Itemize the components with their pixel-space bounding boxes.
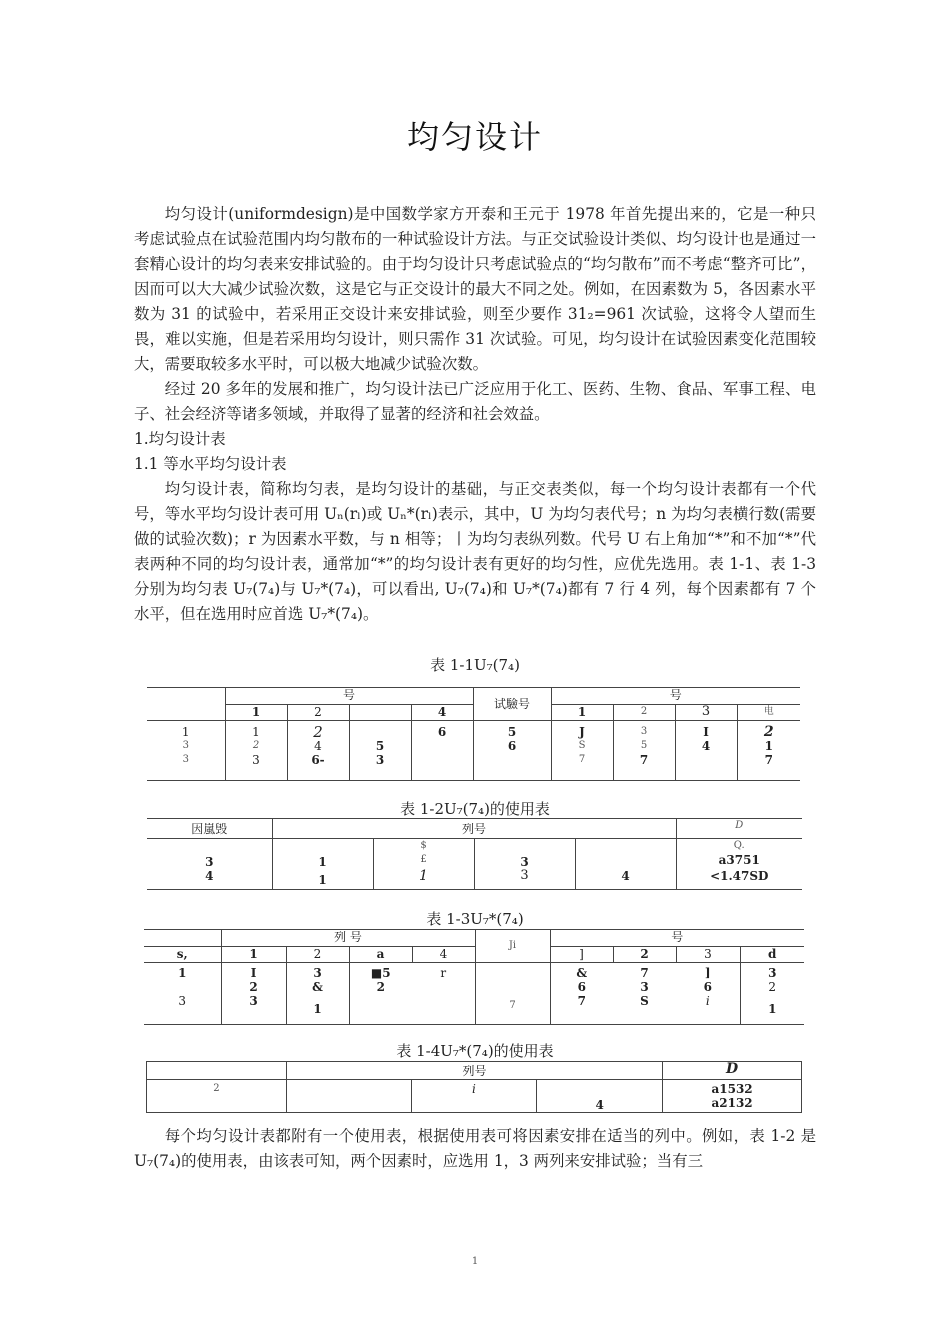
table3-rcol-2: 2 xyxy=(613,947,676,963)
table1-value: 5 xyxy=(375,739,385,753)
table1-value: J xyxy=(579,725,585,739)
table3-value: ■5 xyxy=(370,966,391,980)
table1-cell-c2 xyxy=(287,721,349,781)
page-number: 1 xyxy=(471,1256,479,1267)
table1-right-group: 号 xyxy=(551,688,800,705)
table3-cell-r4 xyxy=(740,963,804,1025)
table4-d-header: D xyxy=(663,1062,802,1080)
table1-value: I xyxy=(703,725,709,739)
paragraph-table-description: 均匀设计表，简称均匀表，是均匀设计的基础，与正交表类似，每一个均匀设计表都有一个代号，等水平均匀设计表可用 Uₙ(rₗ)或 Uₙ*(rₗ)表示，其中，U 为均匀表代号；n 为均匀表横行数(需要做的试验次数)；r 为因素水平数，与 n 相等；丨为均匀表纵列数。代号 U 右上角加“*”和不加“*”代表两种不同的均匀设计表，通常加“*”的均匀设计表有更好的均匀性，应优先选用。表 1-1、表 1-3 分别为均匀表 U₇(7₄)与 U₇*(7₄)，可以看出, U₇(7₄)和 U₇*(7₄)都有 7 行 4 列，每个因素都有 7 个水平，但在选用时应首选 U₇*(7₄)。 xyxy=(134,480,816,623)
table3-row-numbers xyxy=(144,963,221,1025)
table2-value: 1 xyxy=(272,839,373,870)
table2-caption: 表 1-2U₇(7₄)的使用表 xyxy=(400,800,550,818)
table3-rcol-1: ] xyxy=(550,947,613,963)
outro-section xyxy=(134,1124,816,1174)
table3-value: 1 xyxy=(313,1002,322,1016)
table3-value: 7 xyxy=(577,994,586,1008)
table3-cell-mid: 7 xyxy=(475,963,550,1025)
table3-value: 3 xyxy=(640,980,649,994)
table1-cell-r4 xyxy=(737,721,800,781)
table4-cols-header: 列号 xyxy=(286,1062,662,1080)
table1-row-num: 1 xyxy=(181,725,190,739)
table3-value: I xyxy=(250,966,257,980)
table1-row-num: 3 xyxy=(182,740,189,751)
table3-col-2: 2 xyxy=(286,947,349,963)
table3-value: 1 xyxy=(768,1002,777,1016)
table2-value: 1 xyxy=(272,869,373,889)
table3-left-group: 列 号 xyxy=(221,930,475,947)
table1-value: 5 xyxy=(507,725,517,739)
table2-symbol: Q. xyxy=(733,840,745,851)
table3-value: 7 xyxy=(640,966,649,980)
table2-factor-4: 4 xyxy=(147,869,272,889)
table3-value: 2 xyxy=(376,980,385,994)
table1-cell-r1 xyxy=(551,721,613,781)
table3-cell-r2 xyxy=(613,963,676,1025)
table3-value: 3 xyxy=(768,966,777,980)
table1-value: 6 xyxy=(507,739,517,753)
table2-symbol: $ xyxy=(420,840,427,851)
table2-d-cell xyxy=(676,839,802,870)
table1-left-group: 号 xyxy=(225,688,473,705)
table3-cell-c2 xyxy=(286,963,349,1025)
table1-value: 2 xyxy=(313,723,323,741)
table3-cell-r3 xyxy=(676,963,740,1025)
table3-value: & xyxy=(576,966,588,980)
table2-factor-header: 因嵐毁 xyxy=(147,819,272,839)
table2-value xyxy=(373,839,474,870)
table3-value: & xyxy=(312,980,323,994)
table3-col-4: 4 xyxy=(412,947,475,963)
table1-value: 4 xyxy=(314,739,322,753)
table1-value: 7 xyxy=(578,754,586,765)
table3-rcol-3: 3 xyxy=(676,947,740,963)
paragraph-intro: 均匀设计(uniformdesign)是中国数学家方开泰和王元于 1978 年首先提出来的，它是一种只考虑试验点在试验范围内均匀散布的一种试验设计方法。与正交试验设计类似、均匀设计也是通过一套精心设计的均匀表来安排试验的。由于均匀设计只考虑试验点的“均匀散布”而不考虑“整齐可比”，因而可以大大减少试验次数，这是它与正交设计的最大不同之处。例如，在因素数为 5，各因素水平数为 31 的试验中，若采用正交设计来安排试验，则至少要作 31₂=961 次试验，这将令人望而生畏，难以实施，但是若采用均匀设计，则只需作 31 次试验。可见，均匀设计在试验因素变化范围较大，需要取较多水平时，可以极大地减少试验次数。 xyxy=(134,205,816,373)
table1-col-3 xyxy=(349,705,411,721)
table2-cols-header: 列号 xyxy=(272,819,676,839)
table3-row-num: 1 xyxy=(178,966,187,980)
table3-value: S xyxy=(640,994,649,1008)
table3-col-3: a xyxy=(349,947,412,963)
table3-value: 3 xyxy=(313,966,322,980)
table1-col-4: 4 xyxy=(411,705,473,721)
table3-mid-header: Ji xyxy=(475,930,550,963)
table3-value: 2 xyxy=(768,980,777,994)
table1-cell-c4: 6 xyxy=(411,721,473,781)
table-1-4 xyxy=(146,1061,802,1113)
table1-row-num: 3 xyxy=(182,754,189,765)
table3-cell-r1 xyxy=(550,963,613,1025)
table1-value: 3 xyxy=(640,726,648,737)
heading-equal-level-table: 1.1 等水平均匀设计表 xyxy=(134,455,287,473)
table1-value: 1 xyxy=(252,725,260,739)
table1-value: 1 xyxy=(764,739,773,753)
table2-factor-3: 3 xyxy=(147,839,272,870)
table2-d-value: a3751 xyxy=(718,853,760,867)
table3-caption: 表 1-3U₇*(7₄) xyxy=(426,910,524,928)
table1-cell-c3 xyxy=(349,721,411,781)
table1-value: 2 xyxy=(252,740,260,751)
paragraph-applications: 经过 20 多年的发展和推广，均匀设计法已广泛应用于化工、医药、生物、食品、军事工程、电子、社会经济等诸多领域，并取得了显著的经济和社会效益。 xyxy=(134,380,816,423)
table1-row-numbers xyxy=(147,721,225,781)
table2-symbol: £ xyxy=(420,854,427,865)
table1-cell-mid xyxy=(473,721,551,781)
table2-d-header: D xyxy=(676,819,802,839)
table1-cell-r3 xyxy=(675,721,737,781)
table1-rcol-4: 电 xyxy=(737,705,800,721)
table2-value xyxy=(575,839,676,870)
table2-value: 3 xyxy=(474,869,575,889)
table1-value: 6- xyxy=(311,753,325,767)
table3-value: ] xyxy=(704,966,711,980)
table3-value: 2 xyxy=(249,980,258,994)
table2-d-value: <1.47SD xyxy=(676,869,802,889)
table1-cell-c1 xyxy=(225,721,287,781)
table3-value: 6 xyxy=(703,980,712,994)
table3-row-num: 3 xyxy=(178,994,187,1008)
table3-right-group: 号 xyxy=(550,930,804,947)
table4-col-i: i xyxy=(411,1080,537,1113)
table3-cell-c3 xyxy=(349,963,412,1025)
page-title: 均匀设计 xyxy=(406,118,543,156)
table3-value: 6 xyxy=(577,980,586,994)
table-1-3 xyxy=(144,929,804,1025)
table-1-1 xyxy=(147,687,800,781)
table1-caption: 表 1-1U₇(7₄) xyxy=(430,656,520,674)
table4-factor: 2 xyxy=(147,1080,287,1113)
table1-value: 7 xyxy=(764,753,773,767)
table2-value: 3 xyxy=(474,839,575,870)
table2-value: 4 xyxy=(575,869,676,889)
table3-cell-c4: r xyxy=(412,963,475,1025)
table1-col-1: 1 xyxy=(225,705,287,721)
table1-value: S xyxy=(578,740,586,751)
table1-value: 4 xyxy=(701,739,711,753)
table1-rcol-1: 1 xyxy=(551,705,613,721)
table1-rcol-2: 2 xyxy=(613,705,675,721)
table4-col-4: 4 xyxy=(537,1080,663,1113)
table1-value: 7 xyxy=(639,753,649,767)
paragraph-usage: 每个均匀设计表都附有一个使用表，根据使用表可将因素安排在适当的列中。例如，表 1-2 是 U₇(7₄)的使用表，由该表可知，两个因素时，应选用 1，3 两列来安排试验；当有三 xyxy=(134,1127,816,1170)
table1-mid-header: 试驗号 xyxy=(473,688,551,721)
table3-first-head: s, xyxy=(144,947,221,963)
table1-col-2: 2 xyxy=(287,705,349,721)
table-1-2 xyxy=(147,818,802,890)
heading-uniform-table: 1.均匀设计表 xyxy=(134,430,226,448)
table3-cell-c1 xyxy=(221,963,286,1025)
table1-value: 5 xyxy=(640,740,648,751)
table1-rcol-3: 3 xyxy=(675,705,737,721)
table4-d-value: a1532 xyxy=(711,1082,753,1096)
table3-value: i xyxy=(705,994,710,1008)
table3-value: 3 xyxy=(249,994,258,1008)
table1-value: 2 xyxy=(763,724,774,740)
table3-col-1: 1 xyxy=(221,947,286,963)
table2-value: 1 xyxy=(373,869,474,889)
table4-d-cell xyxy=(663,1080,802,1113)
table1-value: 3 xyxy=(252,753,260,767)
table3-rcol-4: d xyxy=(740,947,804,963)
table4-caption: 表 1-4U₇*(7₄)的使用表 xyxy=(396,1042,554,1060)
table1-value: 3 xyxy=(375,753,385,767)
intro-section xyxy=(134,202,816,627)
table1-cell-r2 xyxy=(613,721,675,781)
table4-d-value: a2132 xyxy=(711,1096,753,1110)
